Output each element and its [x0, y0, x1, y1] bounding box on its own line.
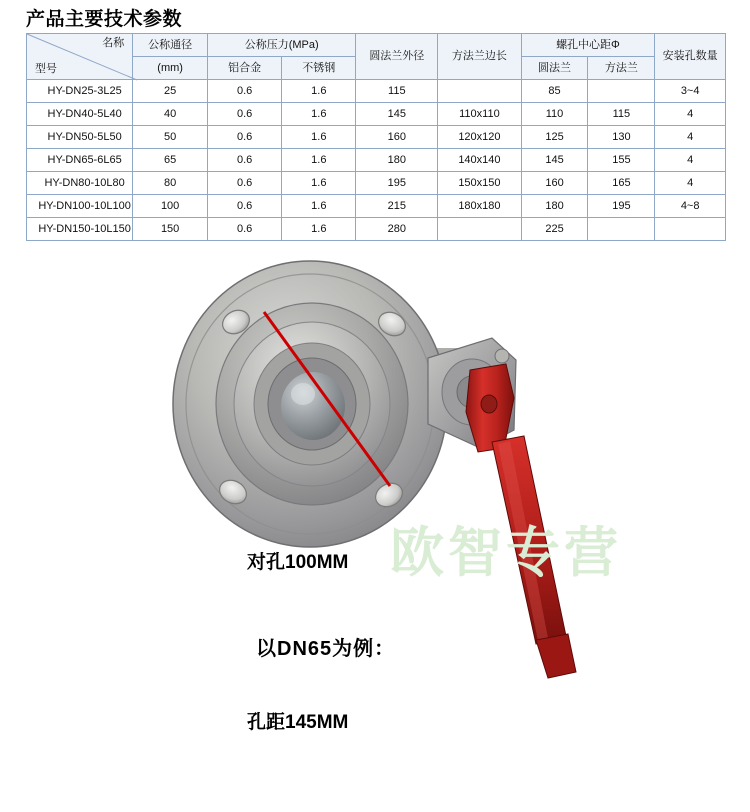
cell-square-flange-side: 180x180 — [438, 195, 521, 218]
cell-nominal-dia: 80 — [133, 172, 208, 195]
cell-alloy-pressure: 0.6 — [208, 103, 282, 126]
header-round-flange-od: 圆法兰外径 — [356, 34, 438, 80]
cell-model: HY-DN80-10L80 — [27, 172, 133, 195]
cell-bolt-circle-square: 155 — [588, 149, 655, 172]
cell-hole-count: 4 — [655, 126, 726, 149]
cell-bolt-circle-round: 125 — [521, 126, 588, 149]
header-square-flange-side: 方法兰边长 — [438, 34, 521, 80]
cell-alloy-pressure: 0.6 — [208, 195, 282, 218]
spec-table-wrapper — [26, 33, 726, 241]
cell-round-flange-od: 280 — [356, 218, 438, 241]
cell-bolt-circle-square: 115 — [588, 103, 655, 126]
annotation-flange-od: 孔距145MM — [247, 712, 349, 733]
cell-bolt-circle-round: 180 — [521, 195, 588, 218]
header-nominal-dia: 公称通径 — [133, 34, 208, 57]
cell-model: HY-DN100-10L100 — [27, 195, 133, 218]
cell-bolt-circle-square: 165 — [588, 172, 655, 195]
header-nominal-dia-unit: (mm) — [133, 57, 208, 80]
cell-model: HY-DN65-6L65 — [27, 149, 133, 172]
cell-bolt-circle-round: 85 — [521, 80, 588, 103]
cell-round-flange-od: 115 — [356, 80, 438, 103]
cell-round-flange-od: 195 — [356, 172, 438, 195]
cell-stainless-pressure: 1.6 — [282, 126, 356, 149]
header-name-label: 名称 — [102, 37, 125, 49]
cell-bolt-circle-round: 145 — [521, 149, 588, 172]
cell-stainless-pressure: 1.6 — [282, 172, 356, 195]
cell-alloy-pressure: 0.6 — [208, 218, 282, 241]
table-row — [27, 218, 726, 241]
cell-model: HY-DN50-5L50 — [27, 126, 133, 149]
cell-hole-count: 4~8 — [655, 195, 726, 218]
photo-caption: 以DN65为例： — [256, 638, 396, 660]
cell-nominal-dia: 50 — [133, 126, 208, 149]
header-bolt-circle: 螺孔中心距Φ — [521, 34, 655, 57]
header-corner-cell — [27, 34, 133, 80]
cell-round-flange-od: 160 — [356, 126, 438, 149]
header-stainless: 不锈钢 — [282, 57, 356, 80]
annotation-bolt-circle: 对孔100MM — [247, 552, 349, 573]
cell-bolt-circle-round: 160 — [521, 172, 588, 195]
cell-bolt-circle-round: 110 — [521, 103, 588, 126]
cell-alloy-pressure: 0.6 — [208, 80, 282, 103]
cell-nominal-dia: 25 — [133, 80, 208, 103]
cell-stainless-pressure: 1.6 — [282, 218, 356, 241]
cell-model: HY-DN40-5L40 — [27, 103, 133, 126]
cell-model: HY-DN25-3L25 — [27, 80, 133, 103]
table-row — [27, 80, 726, 103]
cell-stainless-pressure: 1.6 — [282, 103, 356, 126]
cell-bolt-circle-round: 225 — [521, 218, 588, 241]
cell-round-flange-od: 215 — [356, 195, 438, 218]
header-model-label: 型号 — [35, 63, 57, 76]
cell-nominal-dia: 65 — [133, 149, 208, 172]
cell-square-flange-side: 140x140 — [438, 149, 521, 172]
cell-stainless-pressure: 1.6 — [282, 149, 356, 172]
cell-alloy-pressure: 0.6 — [208, 172, 282, 195]
table-row — [27, 126, 726, 149]
cell-hole-count: 4 — [655, 172, 726, 195]
cell-stainless-pressure: 1.6 — [282, 80, 356, 103]
table-row — [27, 172, 726, 195]
spec-table-body — [27, 80, 726, 241]
cell-stainless-pressure: 1.6 — [282, 195, 356, 218]
table-row — [27, 149, 726, 172]
spec-table — [26, 33, 726, 241]
cell-round-flange-od: 180 — [356, 149, 438, 172]
watermark-text: 欧智专营 — [390, 521, 622, 584]
header-bolt-circle-round: 圆法兰 — [521, 57, 588, 80]
table-row — [27, 195, 726, 218]
cell-hole-count — [655, 218, 726, 241]
header-bolt-circle-square: 方法兰 — [588, 57, 655, 80]
page-title: 产品主要技术参数 — [26, 9, 183, 30]
cell-hole-count: 4 — [655, 149, 726, 172]
cell-square-flange-side — [438, 218, 521, 241]
cell-square-flange-side: 110x110 — [438, 103, 521, 126]
cell-square-flange-side: 150x150 — [438, 172, 521, 195]
cell-alloy-pressure: 0.6 — [208, 126, 282, 149]
table-row — [27, 103, 726, 126]
cell-model: HY-DN150-10L150 — [27, 218, 133, 241]
cell-nominal-dia: 40 — [133, 103, 208, 126]
cell-hole-count: 4 — [655, 103, 726, 126]
cell-square-flange-side — [438, 80, 521, 103]
cell-bolt-circle-square: 195 — [588, 195, 655, 218]
spec-table-head — [27, 34, 726, 80]
cell-alloy-pressure: 0.6 — [208, 149, 282, 172]
cell-square-flange-side: 120x120 — [438, 126, 521, 149]
cell-nominal-dia: 150 — [133, 218, 208, 241]
header-row-1 — [27, 34, 726, 57]
cell-round-flange-od: 145 — [356, 103, 438, 126]
header-hole-count: 安装孔数量 — [655, 34, 726, 80]
header-nominal-pressure: 公称压力(MPa) — [208, 34, 356, 57]
header-alloy: 铝合金 — [208, 57, 282, 80]
cell-bolt-circle-square — [588, 80, 655, 103]
cell-hole-count: 3~4 — [655, 80, 726, 103]
cell-nominal-dia: 100 — [133, 195, 208, 218]
cell-bolt-circle-square — [588, 218, 655, 241]
cell-bolt-circle-square: 130 — [588, 126, 655, 149]
